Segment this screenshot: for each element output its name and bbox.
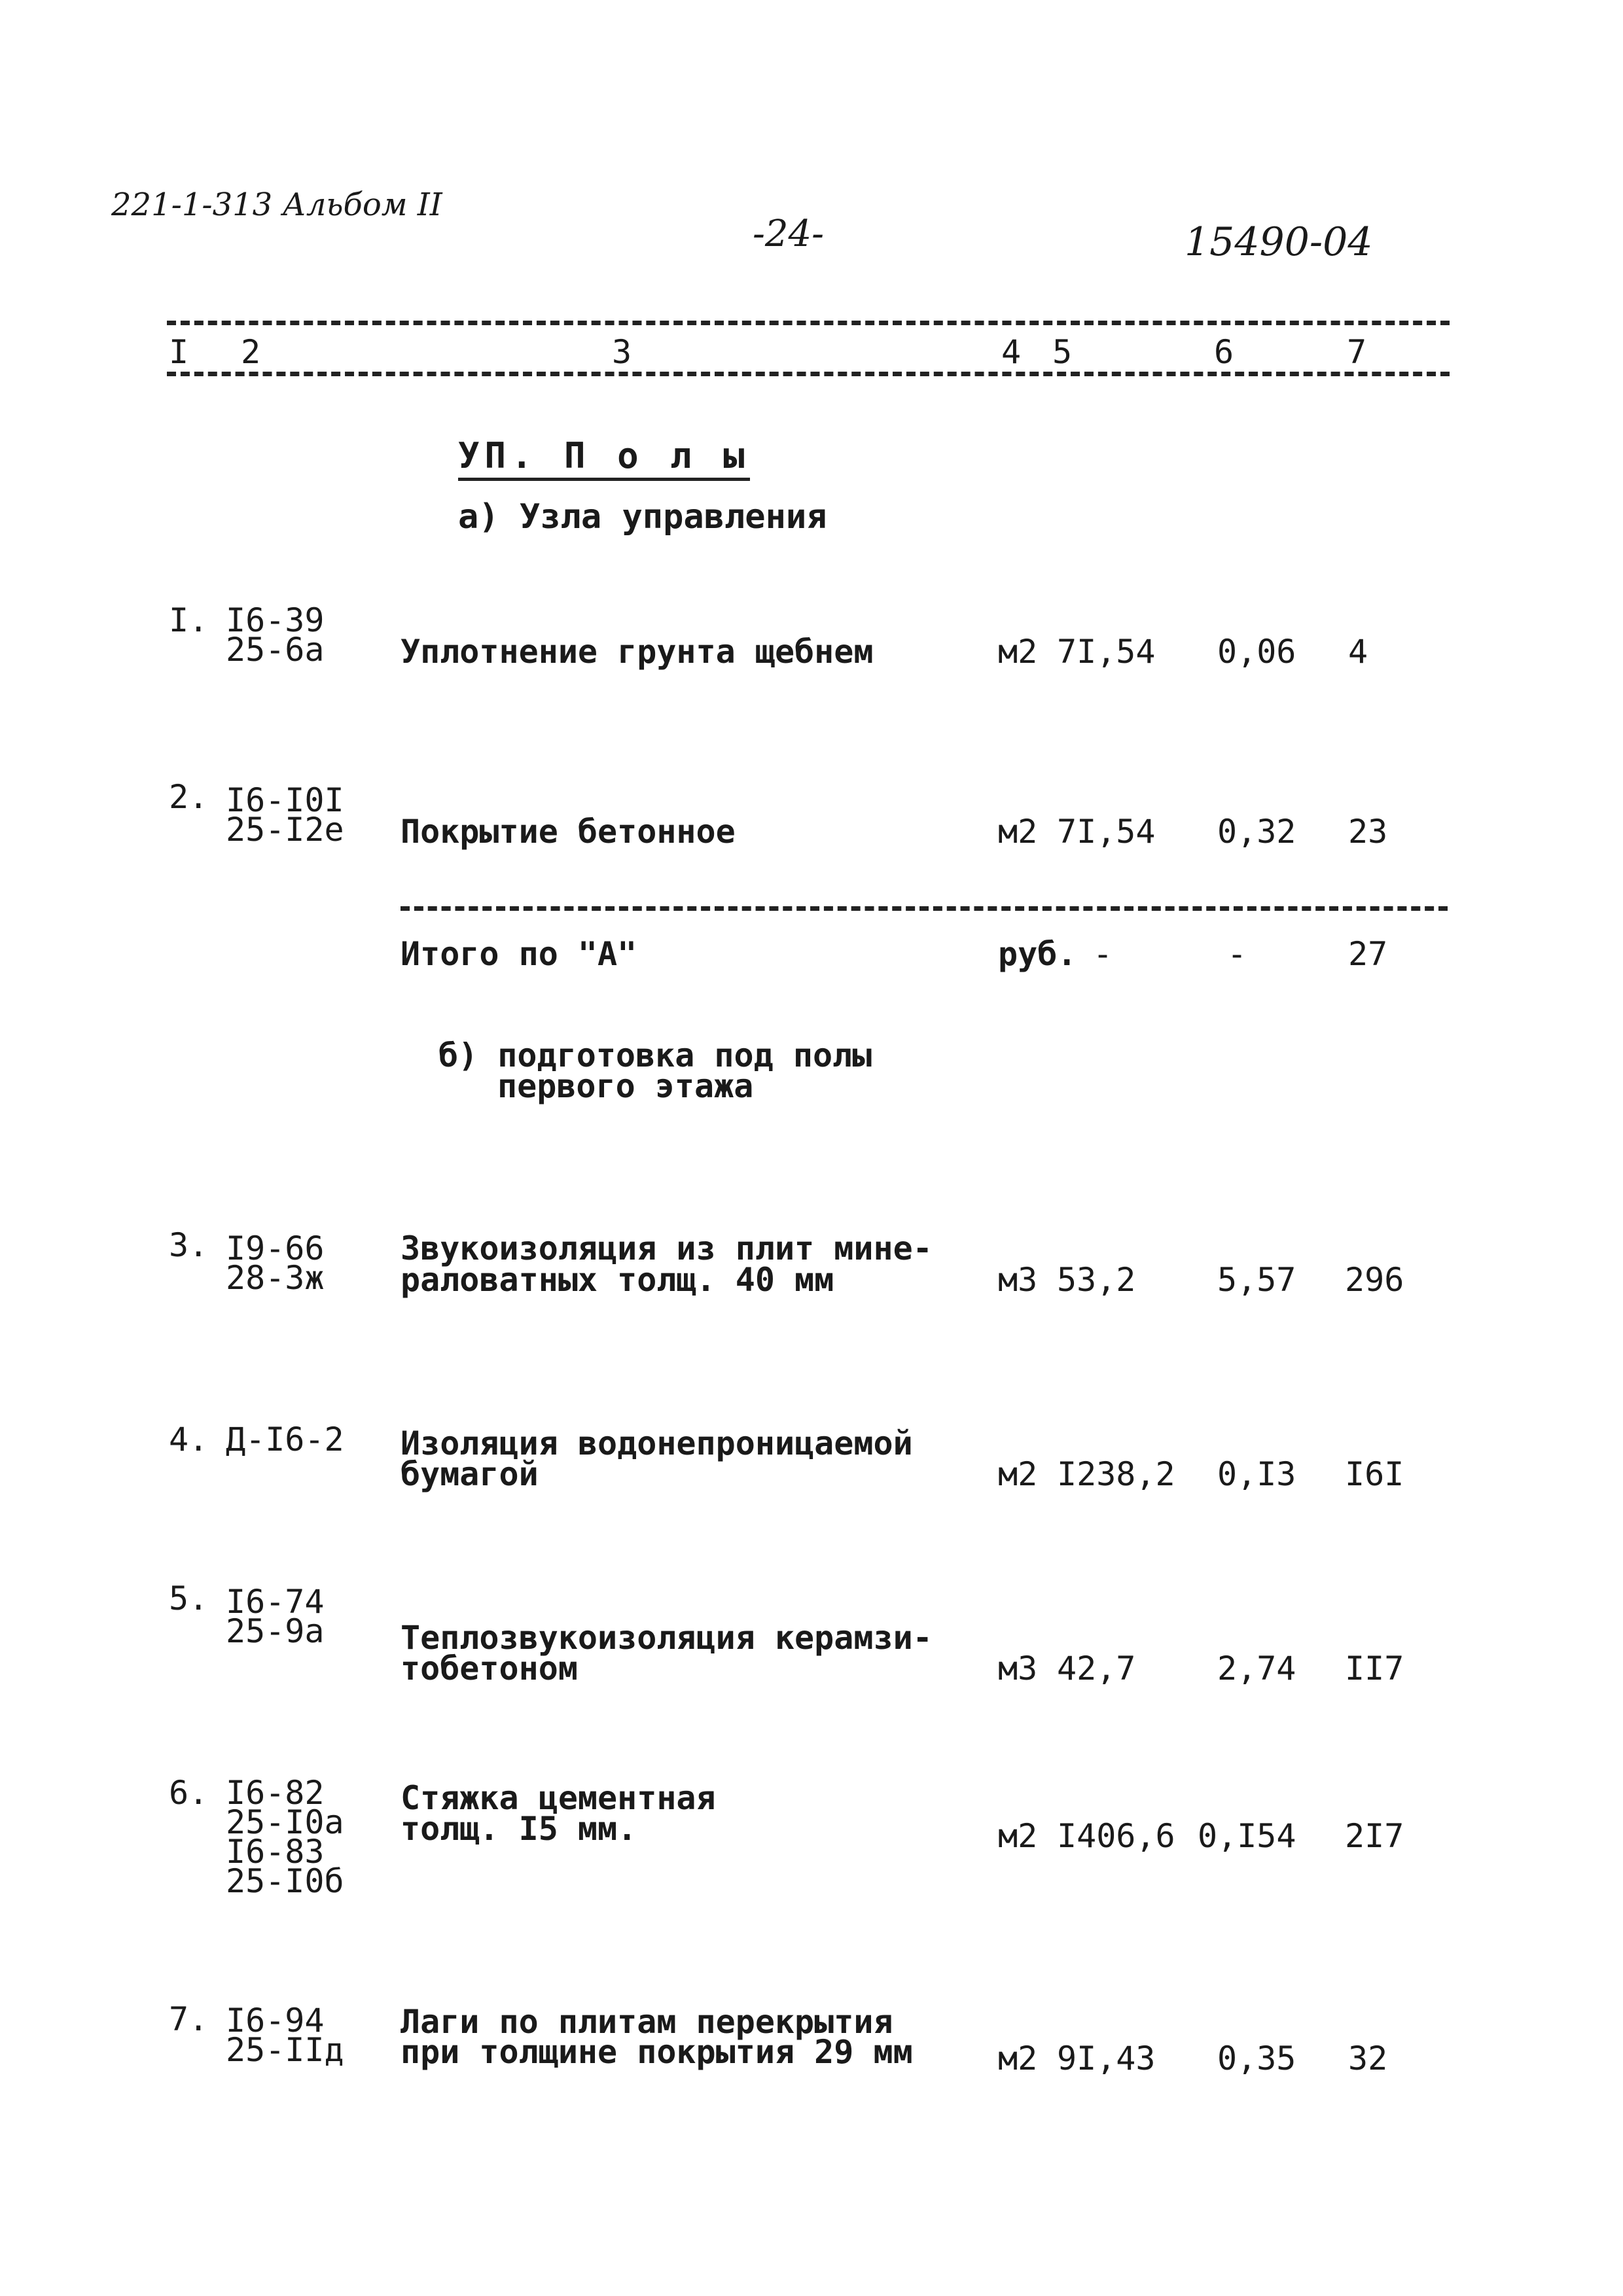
row-quantity: 9I,43 xyxy=(1057,2040,1156,2077)
row-price: 5,57 xyxy=(1217,1261,1296,1299)
row-code: I6-82 xyxy=(226,1774,325,1812)
row-total: 32 xyxy=(1348,2040,1388,2077)
subsection-b-title: б) подготовка под полы xyxy=(438,1036,872,1074)
row-total: 23 xyxy=(1348,813,1388,851)
row-price: 0,35 xyxy=(1217,2040,1296,2077)
row-unit: м3 xyxy=(998,1261,1038,1299)
header-top-rule xyxy=(167,321,1450,325)
subtotal-rule xyxy=(401,906,1448,911)
row-price: 0,06 xyxy=(1217,633,1296,671)
row-description: Покрытие бетонное xyxy=(401,813,736,851)
row-quantity: 42,7 xyxy=(1057,1650,1136,1687)
row-price: 0,32 xyxy=(1217,813,1296,851)
row-code: I6-83 xyxy=(226,1833,325,1871)
row-description: бумагой xyxy=(401,1455,539,1493)
row-description: раловатных толщ. 40 мм xyxy=(401,1261,834,1299)
row-number: 3. xyxy=(169,1226,209,1264)
row-quantity: 7I,54 xyxy=(1057,633,1156,671)
document-code: 15490-04 xyxy=(1185,219,1373,265)
row-price: 0,I54 xyxy=(1198,1817,1296,1855)
row-number: I. xyxy=(169,601,209,639)
row-description: Изоляция водонепроницаемой xyxy=(401,1424,913,1462)
row-description: Теплозвукоизоляция керамзи- xyxy=(401,1619,933,1657)
row-code: Д-I6-2 xyxy=(226,1421,344,1458)
row-description: Лаги по плитам перекрытия xyxy=(401,2003,893,2041)
row-number: 2. xyxy=(169,778,209,816)
column-header-3: 3 xyxy=(612,333,632,371)
header-bottom-rule xyxy=(167,372,1450,376)
column-header-6: 6 xyxy=(1214,333,1234,371)
row-unit: м2 xyxy=(998,2040,1038,2077)
row-price: 0,I3 xyxy=(1217,1455,1296,1493)
subsection-b-title-cont: первого этажа xyxy=(497,1067,754,1105)
row-code: 25-IIд xyxy=(226,2031,344,2069)
row-description: тобетоном xyxy=(401,1650,578,1687)
row-code: 25-I2е xyxy=(226,811,344,849)
row-total: 4 xyxy=(1348,633,1368,671)
column-header-7: 7 xyxy=(1347,333,1367,371)
row-price: 2,74 xyxy=(1217,1650,1296,1687)
column-header-1: I xyxy=(169,333,189,371)
row-code: 25-6а xyxy=(226,631,325,669)
row-code: I6-39 xyxy=(226,601,325,639)
row-unit: м2 xyxy=(998,1817,1038,1855)
row-description: при толщине покрытия 29 мм xyxy=(401,2033,913,2071)
row-unit: м2 xyxy=(998,633,1038,671)
row-number: 4. xyxy=(169,1421,209,1458)
row-unit: м2 xyxy=(998,813,1038,851)
row-description: толщ. I5 мм. xyxy=(401,1810,637,1848)
row-total: 296 xyxy=(1345,1261,1404,1299)
row-code: I9-66 xyxy=(226,1229,325,1267)
row-unit: м3 xyxy=(998,1650,1038,1687)
row-code: I6-I0I xyxy=(226,781,344,819)
row-total: 2I7 xyxy=(1345,1817,1404,1855)
subsection-a-title: а) Узла управления xyxy=(458,497,827,537)
row-code: 28-3ж xyxy=(226,1259,325,1297)
row-quantity: I238,2 xyxy=(1057,1455,1175,1493)
row-number: 5. xyxy=(169,1580,209,1617)
row-code: 25-9а xyxy=(226,1612,325,1650)
row-quantity: 53,2 xyxy=(1057,1261,1136,1299)
subtotal-unit: руб. xyxy=(998,935,1077,973)
subtotal-quantity: - xyxy=(1093,935,1113,973)
row-total: I6I xyxy=(1345,1455,1404,1493)
subtotal-price: - xyxy=(1227,935,1247,973)
row-description: Стяжка цементная xyxy=(401,1779,716,1817)
column-header-5: 5 xyxy=(1052,333,1073,371)
row-total: II7 xyxy=(1345,1650,1404,1687)
row-description: Уплотнение грунта щебнем xyxy=(401,633,874,671)
subtotal-label: Итого по "А" xyxy=(401,935,637,973)
page-number: -24- xyxy=(753,213,825,255)
section-title: УП. П о л ы xyxy=(458,435,750,481)
row-description: Звукоизоляция из плит мине- xyxy=(401,1229,933,1267)
row-quantity: I406,6 xyxy=(1057,1817,1175,1855)
row-quantity: 7I,54 xyxy=(1057,813,1156,851)
row-unit: м2 xyxy=(998,1455,1038,1493)
album-reference: 221-1-313 Альбом II xyxy=(111,186,442,223)
row-number: 7. xyxy=(169,2000,209,2038)
column-header-2: 2 xyxy=(241,333,261,371)
column-header-4: 4 xyxy=(1001,333,1022,371)
subtotal-total: 27 xyxy=(1348,935,1388,973)
row-number: 6. xyxy=(169,1774,209,1812)
row-code: I6-74 xyxy=(226,1583,325,1621)
row-code: I6-94 xyxy=(226,2002,325,2040)
row-code: 25-I0б xyxy=(226,1862,344,1900)
row-code: 25-I0а xyxy=(226,1803,344,1841)
